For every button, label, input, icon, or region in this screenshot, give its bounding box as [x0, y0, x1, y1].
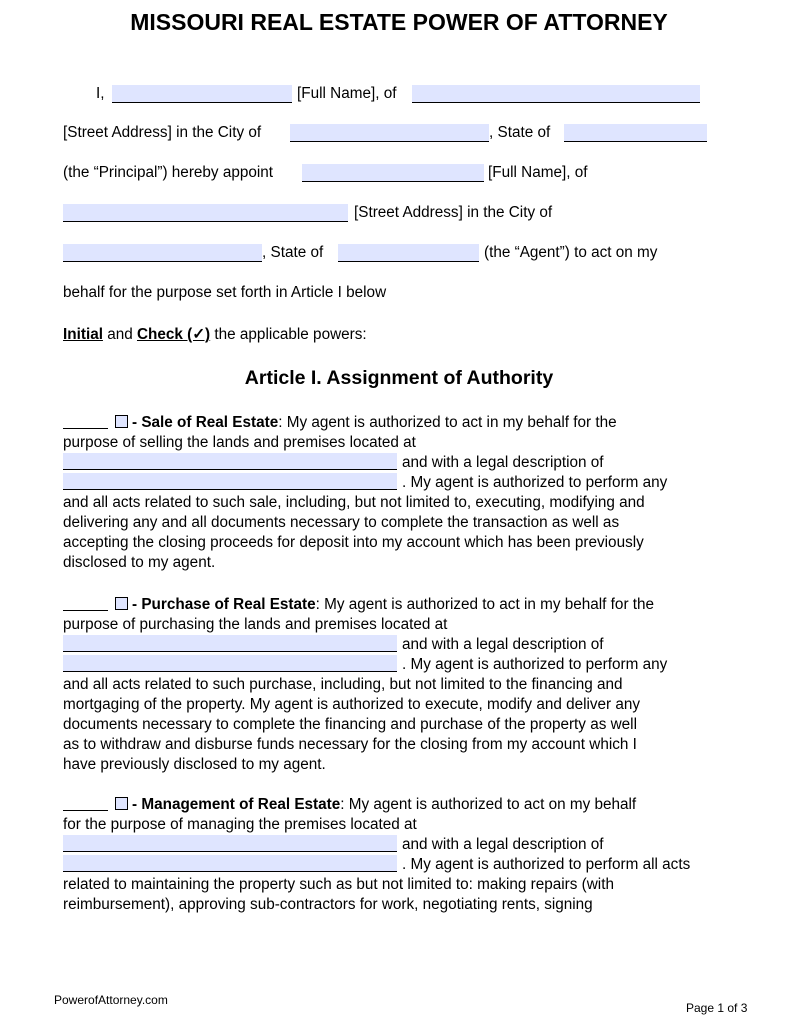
principal-name-field[interactable]: [112, 85, 292, 103]
sale-heading: - Sale of Real Estate: [132, 414, 279, 431]
agent-city-field[interactable]: [63, 244, 262, 262]
applicable-powers-label: the applicable powers:: [214, 326, 367, 343]
footer-page-number: Page 1 of 3: [686, 1001, 748, 1015]
management-text-4: . My agent is authorized to perform all acts: [402, 856, 691, 873]
purchase-section: [63, 595, 667, 775]
full-name-label: [Full Name], of: [297, 85, 397, 102]
state-label: , State of: [489, 124, 551, 141]
management-text-2: for the purpose of managing the premises located at: [63, 816, 417, 833]
sale-text-8: disclosed to my agent.: [63, 554, 216, 571]
sale-text-2: purpose of selling the lands and premises located at: [63, 434, 416, 451]
management-legal-description-field[interactable]: [63, 855, 397, 872]
purchase-text-9: have previously disclosed to my agent.: [63, 756, 326, 773]
sale-text-6: delivering any and all documents necessary to complete the transaction as well as: [63, 514, 620, 531]
management-text-5: related to maintaining the property such as but not limited to: making repairs (with: [63, 876, 614, 893]
purchase-text-8: as to withdraw and disburse funds necessary for the closing from my account which I: [63, 736, 637, 753]
street-city-label: [Street Address] in the City of: [63, 124, 262, 141]
sale-initial-field[interactable]: [63, 414, 108, 429]
sale-legal-label: and with a legal description of: [402, 454, 604, 471]
agent-state-field[interactable]: [338, 244, 479, 262]
agent-address-field[interactable]: [63, 204, 348, 222]
principal-state-field[interactable]: [564, 124, 707, 142]
initial-label: Initial: [63, 326, 103, 343]
sale-text-1: : My agent is authorized to act in my behalf for the: [278, 414, 617, 431]
agent-full-name-label: [Full Name], of: [488, 164, 588, 181]
agent-street-city-label: [Street Address] in the City of: [354, 204, 553, 221]
sale-section: [63, 413, 667, 573]
sale-location-field[interactable]: [63, 453, 397, 470]
purchase-text-5: and all acts related to such purchase, including, but not limited to the financing and: [63, 676, 623, 693]
behalf-text: behalf for the purpose set forth in Article I below: [63, 284, 387, 301]
purchase-initial-field[interactable]: [63, 596, 108, 611]
footer-website: PowerofAttorney.com: [54, 993, 168, 1007]
and-label: and: [107, 326, 133, 343]
instruction-line: [63, 326, 367, 344]
management-text-6: reimbursement), approving sub-contractors for work, negotiating rents, signing: [63, 896, 593, 913]
purchase-text-6: mortgaging of the property. My agent is authorized to execute, modify and deliver any: [63, 696, 641, 713]
purchase-heading: - Purchase of Real Estate: [132, 596, 316, 613]
management-legal-label: and with a legal description of: [402, 836, 604, 853]
purchase-text-1: : My agent is authorized to act in my behalf for the: [315, 596, 655, 613]
management-initial-field[interactable]: [63, 796, 108, 811]
purchase-legal-description-field[interactable]: [63, 655, 397, 672]
sale-text-4: . My agent is authorized to perform any: [402, 474, 668, 491]
article-heading: Article I. Assignment of Authority: [244, 367, 554, 389]
purchase-legal-label: and with a legal description of: [402, 636, 604, 653]
purchase-location-field[interactable]: [63, 635, 397, 652]
purchase-text-7: documents necessary to complete the financing and purchase of the property as well: [63, 716, 637, 733]
agent-act-label: (the “Agent”) to act on my: [484, 244, 658, 261]
management-text-1: : My agent is authorized to act on my behalf: [340, 796, 637, 813]
agent-state-label: , State of: [262, 244, 324, 261]
check-label: Check (✓): [136, 326, 211, 343]
management-checkbox[interactable]: [115, 797, 128, 810]
sale-legal-description-field[interactable]: [63, 473, 397, 490]
management-location-field[interactable]: [63, 835, 397, 852]
document-title: MISSOURI REAL ESTATE POWER OF ATTORNEY: [130, 9, 668, 35]
principal-appoint-label: (the “Principal”) hereby appoint: [63, 164, 274, 181]
principal-city-field[interactable]: [290, 124, 489, 142]
sale-text-7: accepting the closing proceeds for deposit into my account which has been previously: [63, 534, 644, 551]
sale-checkbox[interactable]: [115, 415, 128, 428]
agent-name-field[interactable]: [302, 164, 484, 182]
purchase-text-2: purpose of purchasing the lands and premises located at: [63, 616, 448, 633]
management-heading: - Management of Real Estate: [132, 796, 341, 813]
purchase-checkbox[interactable]: [115, 597, 128, 610]
purchase-text-4: . My agent is authorized to perform any: [402, 656, 668, 673]
principal-address-field[interactable]: [412, 85, 700, 103]
sale-text-5: and all acts related to such sale, including, but not limited to, executing, modifying and: [63, 494, 645, 511]
management-section: [63, 795, 690, 915]
intro-i-label: I,: [96, 85, 105, 102]
